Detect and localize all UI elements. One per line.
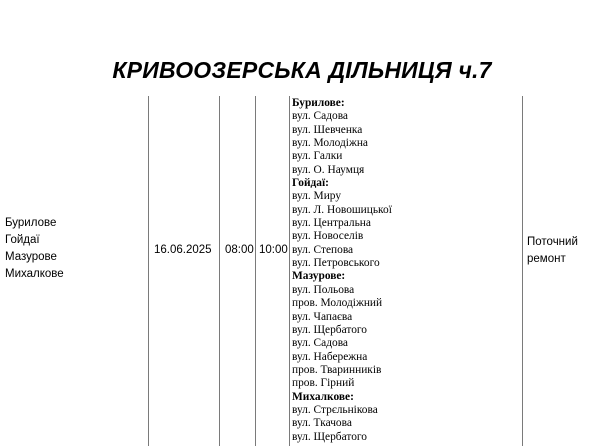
street-item: вул. Садова (292, 337, 348, 350)
street-item: пров. Молодіжний (292, 297, 383, 310)
outage-date: 16.06.2025 (154, 244, 212, 256)
street-item: вул. Щербатого (292, 430, 367, 443)
outage-start-time: 08:00 (225, 244, 254, 256)
village-name: Гойдаї (5, 234, 40, 246)
street-item: вул. Новоселів (292, 230, 364, 243)
street-item: пров. Гірний (292, 377, 355, 390)
street-item: вул. Галки (292, 150, 343, 163)
streets-cell (292, 97, 520, 444)
street-item: вул. Стрєльнікова (292, 403, 378, 416)
work-type-line: Поточний (527, 236, 578, 248)
street-item: вул. Степова (292, 243, 354, 256)
street-item: вул. Центральна (292, 217, 371, 230)
street-group-title: Мазурове: (292, 270, 346, 283)
table-border (522, 96, 523, 446)
work-type-line: ремонт (527, 253, 566, 265)
village-name: Бурилове (5, 217, 57, 229)
villages-cell (5, 215, 145, 283)
table-border (219, 96, 220, 446)
work-type-cell (527, 234, 597, 268)
street-item: вул. Чапаєва (292, 310, 353, 323)
street-item: вул. Щербатого (292, 323, 367, 336)
table-border (255, 96, 256, 446)
table-border (148, 96, 149, 446)
street-item: пров. Тваринників (292, 363, 382, 376)
street-item: вул. Молодіжна (292, 137, 368, 150)
street-item: вул. Набережна (292, 350, 368, 363)
table-border (289, 96, 290, 446)
outage-end-time: 10:00 (259, 244, 288, 256)
street-item: вул. Ткачова (292, 417, 352, 430)
street-item: вул. О. Наумця (292, 163, 365, 176)
village-name: Михалкове (5, 268, 64, 280)
street-item: вул. Петровського (292, 257, 380, 270)
page-title: КРИВООЗЕРСЬКА ДІЛЬНИЦЯ ч.7 (112, 57, 492, 83)
street-group-title: Гойдаї: (292, 177, 329, 190)
street-group-title: Михалкове: (292, 390, 354, 403)
street-item: вул. Польова (292, 283, 355, 296)
street-item: вул. Шевченка (292, 123, 363, 136)
street-item: вул. Миру (292, 190, 342, 203)
street-group-title: Бурилове: (292, 97, 345, 109)
village-name: Мазурове (5, 251, 57, 263)
street-item: вул. Садова (292, 110, 348, 123)
street-item: вул. Л. Новошицької (292, 203, 392, 216)
